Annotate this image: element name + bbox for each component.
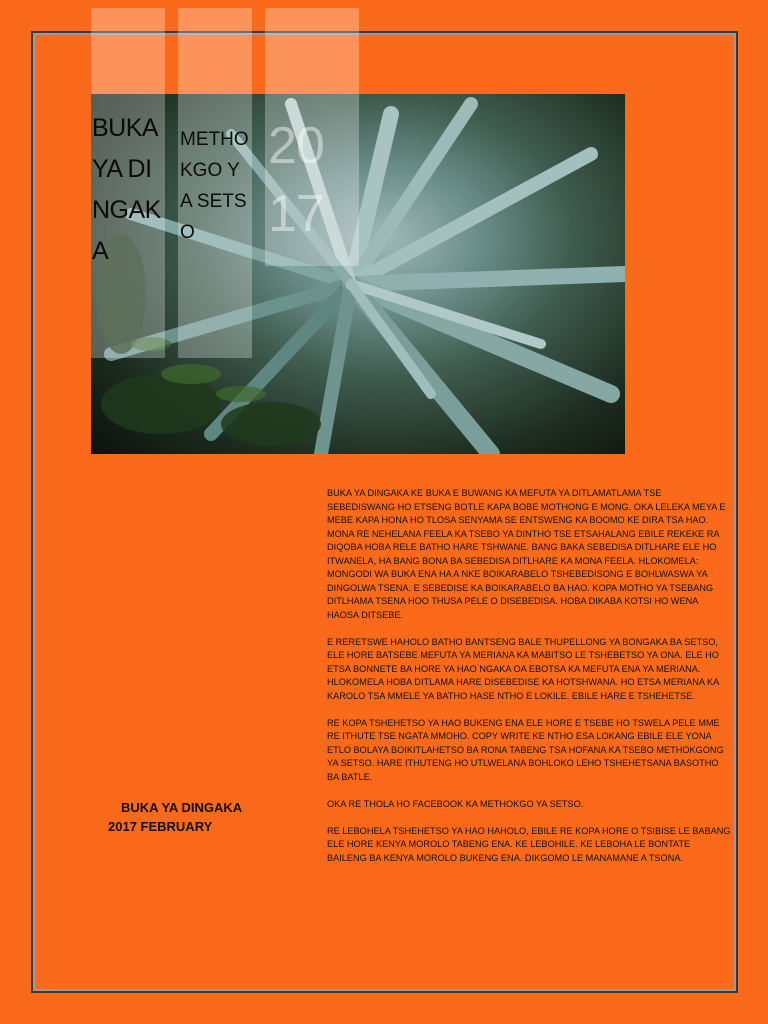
cover-title: BUKA YA DINGAKA <box>92 114 161 265</box>
intro-paragraph: E RERETSWE HAHOLO BATHO BANTSENG BALE THUPELLONG YA BONGAKA BA SETSO, ELE HORE BATSEBE MEFUTA YA MERIANA KA MABITSO LE TSHEBETSO YA ONA. ELE HO ETSA BONNETE BA HORE YA HAO NGAKA OA EBOTSA KA MEFUTA ENA YA MERIANA. HLOKOMELA HOBA DITLAMA HARE DISEBEDISE KA HOTSHWANA. HO ETSA MERIANA KA KAROLO TSA MMELE YA BATHO HASE NTHO E LOKILE. EBILE HARE E TSHEHETSE. <box>327 636 719 701</box>
intro-paragraph: RE LEBOHELA TSHEHETSO YA HAO HAHOLO, EBILE RE KOPA HORE O TSIBISE LE BABANG ELE HORE KENYA MOROLO TABENG ENA. KE LEBOHILE. KE LEBOHA LE BONTATE BAILENG BA KENYA MOROLO BUKENG ENA. DIKGOMO LE MANAMANE A TSONA. <box>327 825 731 863</box>
intro-paragraph: OKA RE THOLA HO FACEBOOK KA METHOKGO YA SETSO. <box>327 798 584 809</box>
book-caption <box>108 798 288 836</box>
intro-paragraph: RE KOPA TSHEHETSO YA HAO BUKENG ENA ELE HORE E TSEBE HO TSWELA PELE MME RE ITHUTE TSE NGATA MMOHO. COPY WRITE KE NTHO ESA LOKANG EBILE ELE YONA ETLO BOLAYA BOIKITLAHETSO BA RONA TABENG TSA HOFANA KA TSEBO METHOKGONG YA SETSO. HARE ITHUTENG HO UTLWELANA BOHLOKO LEHO TSHEHETSANA BASOTHO BA BATLE. <box>327 717 724 782</box>
cover-year: 2017 <box>268 117 324 243</box>
intro-text <box>327 487 732 879</box>
caption-title: BUKA YA DINGAKA <box>121 800 243 815</box>
cover-subtitle: METHOKGO YA SETSO <box>180 129 249 243</box>
caption-date: 2017 FEBRUARY <box>108 819 213 834</box>
intro-paragraph: BUKA YA DINGAKA KE BUKA E BUWANG KA MEFUTA YA DITLAMATLAMA TSE SEBEDISWANG HO ETSENG BOTLE KAPA BOBE MOTHONG E MONG. OKA LELEKA MEYA E MEBE KAPA HONA HO TLOSA SENYAMA SE ENTSWENG KA BOOMO KE DIRA TSA HAO. MONA RE NEHELANA FEELA KA TSEBO YA DINTHO TSE ETSAHALANG EBILE REKEKE RA DIQOBA HOBA RELE BATHO HARE TSHWANE. BANG BAKA SEBEDISA DITLHARE ELE HO ITWANELA, HA BANG BONA BA SEBEDISA DITLHARE KA MONA FEELA. HLOKOMELA: MONGODI WA BUKA ENA HA A NKE BOIKARABELO TSHEBEDISONG E BOHLWASWA YA DINGOLWA TSENA. E SEBEDISE KA BOIKARABELO BA HAO. KOPA MOTHO YA TSEBANG DITLHAMA TSENA HOO THUSA PELE O DISEBEDISA. HOBA DIKABA KOTSI HO WENA HAOSA DITSEBE. <box>327 488 726 620</box>
